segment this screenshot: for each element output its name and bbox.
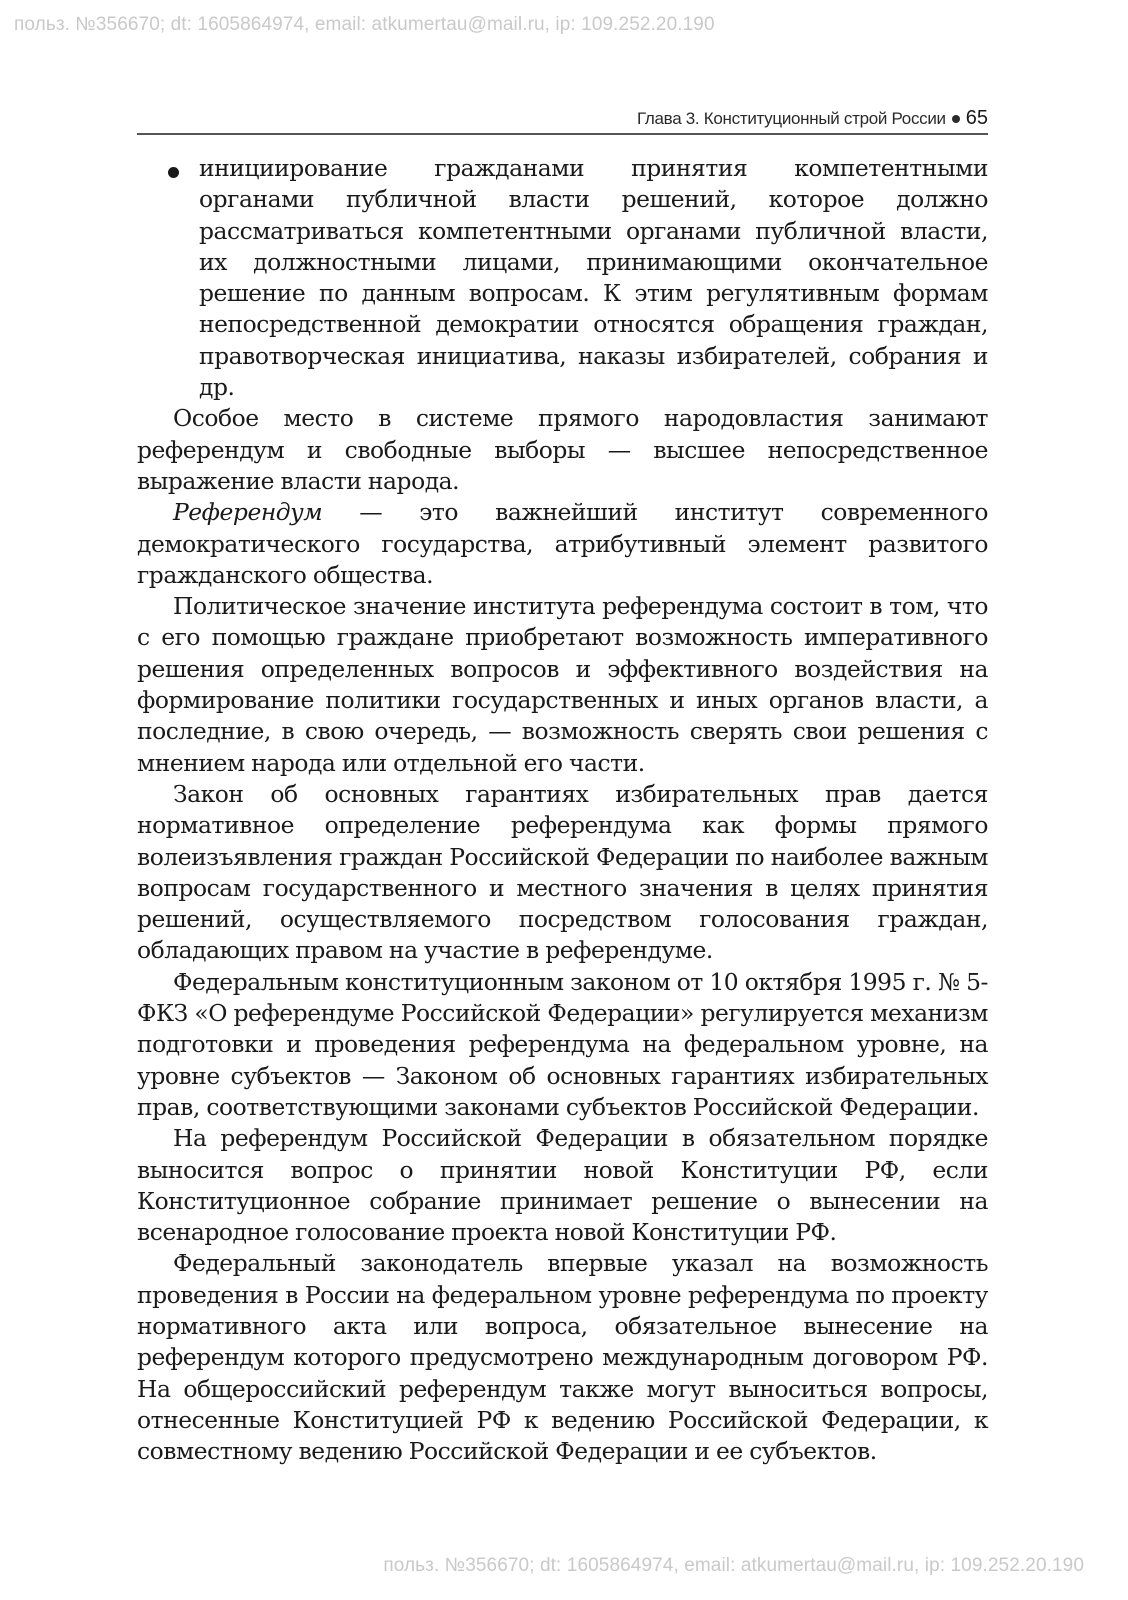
running-head xyxy=(137,107,988,135)
paragraph: На референдум Российской Федерации в обязательном порядке выносится вопрос о принятии новой Конституции РФ, если Конституционное собрание принимает решение о вынесении на всенародное голосование проекта новой Конституции РФ. xyxy=(137,1124,988,1247)
paragraph: Федеральным конституционным законом от 10 октября 1995 г. № 5-ФКЗ «О референдуме Российской Федерации» регулируется механизм подготовки и проведения референдума на федеральном уровне, на уровне субъектов — Законом об основных гарантиях избирательных прав, соответствующими законами субъектов Российской Федерации. xyxy=(137,967,988,1121)
page-body xyxy=(137,153,988,1467)
watermark-bottom: польз. №356670; dt: 1605864974, email: atkumertau@mail.ru, ip: 109.252.20.190 xyxy=(383,1555,1084,1576)
term-referendum: Референдум xyxy=(173,498,323,527)
separator-bullet-icon xyxy=(952,115,960,123)
paragraph: Закон об основных гарантиях избирательных прав дается нормативное определение референдума как формы прямого волеизъявления граждан Российской Федерации по наиболее важным вопросам государственного и местного значения в целях принятия решений, осуществляемого посредством голосования граждан, обладающих правом на участие в референдуме. xyxy=(137,779,988,965)
page-number: 65 xyxy=(965,107,988,129)
paragraph: Особое место в системе прямого народовластия занимают референдум и свободные выборы — высшее непосредственное выражение власти народа. xyxy=(137,404,988,495)
list-item xyxy=(137,153,988,403)
paragraph: Федеральный законодатель впервые указал на возможность проведения в России на федеральном уровне референдума по проекту нормативного акта или вопроса, обязательное вынесение на референдум которого предусмотрено международным договором РФ. На общероссийский референдум также могут выноситься вопросы, отнесенные Конституцией РФ к ведению Российской Федерации, к совместному ведению Российской Федерации и ее субъектов. xyxy=(137,1249,988,1466)
bullet-icon xyxy=(168,167,179,178)
paragraph: Политическое значение института референдума состоит в том, что с его помощью граждане приобретают возможность императивного решения определенных вопросов и эффективного воздействия на формирование политики государственных и иных органов власти, а последние, в свою очередь, — возможность сверять свои решения с мнением народа или отдельной его части. xyxy=(137,592,988,777)
watermark-top: польз. №356670; dt: 1605864974, email: atkumertau@mail.ru, ip: 109.252.20.190 xyxy=(14,14,715,35)
list-item-text: инициирование гражданами принятия компетентными органами публичной власти решений, которое должно рассматриваться компетентными органами публичной власти, их должностными лицами, принимающими окончательное решение по данным вопросам. К этим регулятивным формам непосредственной демократии относятся обращения граждан, правотворческая инициатива, наказы избирателей, собрания и др. xyxy=(199,154,988,402)
paragraph-text: — это важнейший институт современного демократического государства, атрибутивный элемент развитого гражданского общества. xyxy=(137,498,988,589)
paragraph xyxy=(137,497,988,591)
chapter-title: Глава 3. Конституционный строй России xyxy=(636,109,946,128)
